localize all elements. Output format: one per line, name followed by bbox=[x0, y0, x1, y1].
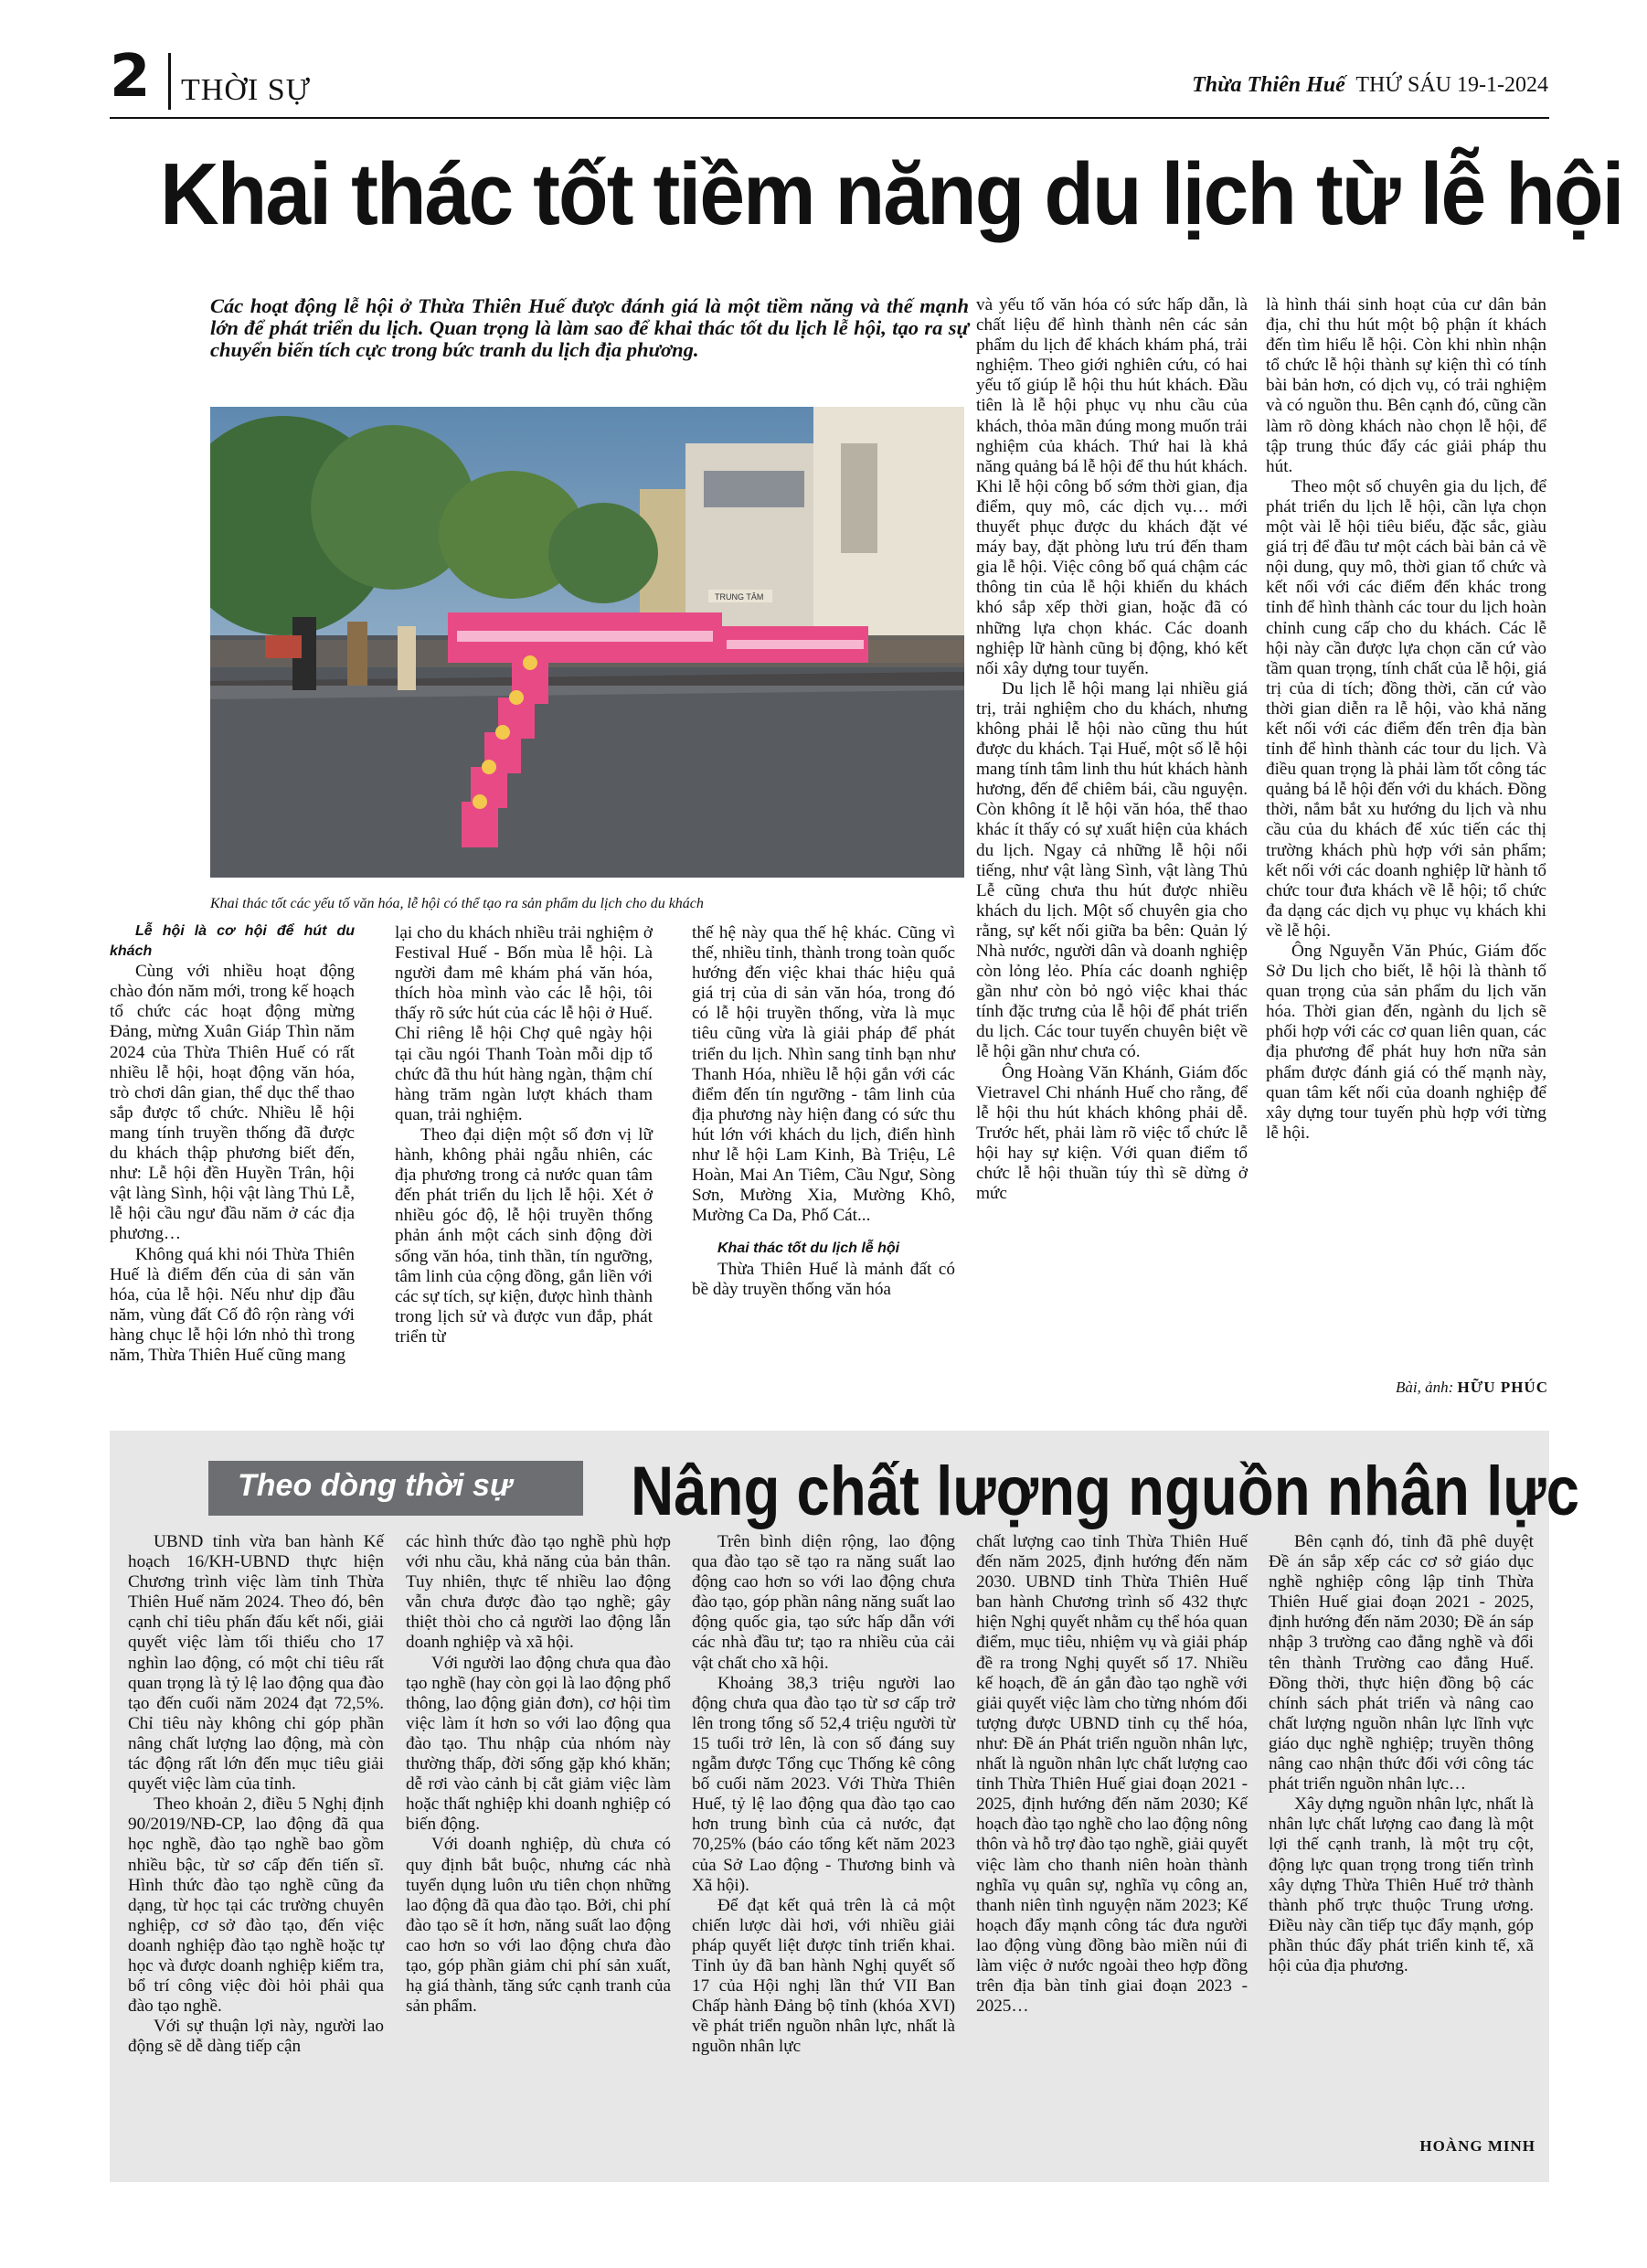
photo-caption: Khai thác tốt các yếu tố văn hóa, lễ hội có thể tạo ra sản phẩm du lịch cho du khách bbox=[210, 896, 704, 911]
paragraph: Xây dựng nguồn nhân lực, nhất là nhân lực chất lượng cao đang là một lợi thế cạnh tranh, là một trụ cột, động lực quan trọng trong tiến trình xây dựng Thừa Thiên Huế trở thành thành phố trực thuộc Trung ương. Điều này cần tiếp tục đẩy mạnh, góp phần thúc đẩy phát triển kinh tế, xã hội của địa phương. bbox=[1269, 1794, 1534, 1975]
paragraph: các hình thức đào tạo nghề phù hợp với nhu cầu, khả năng của bản thân. Tuy nhiên, thực tế nhiều lao động vẫn chưa được đào tạo nghề; gây thiệt thòi cho cả người lao động lẫn doanh nghiệp và xã hội. bbox=[406, 1532, 671, 1653]
paragraph: Với người lao động chưa qua đào tạo nghề (hay còn gọi là lao động phổ thông, lao động giản đơn), cơ hội tìm việc làm ít hơn so với lao động qua đào tạo. Thu nhập của nhóm này thường thấp, đời sống gặp khó khăn; dễ rơi vào cảnh bị cắt giảm việc làm hoặc thất nghiệp khi doanh nghiệp có biến động. bbox=[406, 1653, 671, 1835]
article1-column-1 bbox=[110, 921, 355, 1366]
paragraph: Du lịch lễ hội mang lại nhiều giá trị, trải nghiệm cho du khách, nhưng không phải lễ hội nào cũng thu hút được du khách. Tại Huế, một số lễ hội mang tính tâm linh thu hút khách hành hương, đến để chiêm bái, cầu nguyện. Còn không ít lễ hội văn hóa, thể thao khác ít thấy có sự xuất hiện của khách du lịch. Ngay cả những lễ hội nổi tiếng, như vật làng Sình, vật làng Thủ Lễ cũng chưa thu hút được nhiều khách du lịch. Một số chuyên gia cho rằng, sự kết nối giữa ba bên: Quản lý Nhà nước, người dân và doanh nghiệp còn lỏng lẻo. Phía các doanh nghiệp gần như còn bỏ ngỏ việc khai thác tính đặc trưng của lễ hội để phát triển du lịch. Các tour tuyến chuyên biệt về lễ hội gần như chưa có. bbox=[976, 678, 1248, 1062]
shop-sign-text: TRUNG TÂM bbox=[715, 592, 764, 602]
header-rule bbox=[110, 117, 1549, 119]
paragraph: và yếu tố văn hóa có sức hấp dẫn, là chất liệu để hình thành nên các sản phẩm du lịch để khách khám phá, trải nghiệm. Theo giới nghiên cứu, có hai yếu tố giúp lễ hội thu hút khách. Đầu tiên là lễ hội phục vụ nhu cầu của khách, thỏa mãn đúng mong muốn trải nghiệm của khách. Thứ hai là khả năng quảng bá lễ hội để thu hút khách. Khi lễ hội công bố sớm thời gian, địa điểm, quy mô, các dịch vụ… mới thuyết phục được du khách đặt vé máy bay, đặt phòng lưu trú đến tham gia lễ hội. Việc công bố quá chậm các thông tin của lễ hội khiến du khách khó sắp xếp thời gian, hoặc đã có những lựa chọn khác. Các doanh nghiệp lữ hành cũng bị động, khó kết nối xây dựng tour tuyến. bbox=[976, 295, 1248, 678]
paragraph: Ông Nguyễn Văn Phúc, Giám đốc Sở Du lịch cho biết, lễ hội là thành tố quan trọng của sản phẩm du lịch văn hóa. Thời gian đến, ngành du lịch sẽ phối hợp với các cơ quan liên quan, các địa phương để phát huy hơn nữa sản phẩm được đánh giá có thế mạnh này, quan tâm kết nối của doanh nghiệp để xây dựng tour tuyến phù hợp với từng lễ hội. bbox=[1266, 942, 1546, 1143]
festival-photo bbox=[210, 407, 964, 878]
paragraph: UBND tỉnh vừa ban hành Kế hoạch 16/KH-UBND thực hiện Chương trình việc làm tỉnh Thừa Thiên Huế năm 2024. Theo đó, bên cạnh chỉ tiêu phấn đấu kết nối, giải quyết việc làm tối thiểu cho 17 nghìn lao động, có một chỉ tiêu rất quan trọng là tỷ lệ lao động qua đào tạo đến cuối năm 2024 đạt 72,5%. Chỉ tiêu này không chỉ góp phần nâng chất lượng lao động, mà còn tác động rất lớn đến mục tiêu giải quyết việc làm của tỉnh. bbox=[128, 1532, 384, 1794]
article-headline: Khai thác tốt tiềm năng du lịch từ lễ hội bbox=[160, 145, 1623, 243]
article1-column-3 bbox=[692, 923, 955, 1300]
paragraph: Thừa Thiên Huế là mảnh đất có bề dày truyền thống văn hóa bbox=[692, 1259, 955, 1299]
paragraph: là hình thái sinh hoạt của cư dân bản địa, chỉ thu hút một bộ phận ít khách đến tìm hiểu lễ hội. Còn khi nhìn nhận tổ chức lễ hội thành sự kiện thì có tính bài bản hơn, có dịch vụ, có trải nghiệm và có nguồn thu. Bên cạnh đó, cũng cần làm rõ dòng khách nào chọn lễ hội, để tập trung thúc đẩy các giải pháp thu hút. bbox=[1266, 295, 1546, 476]
article2-column-4 bbox=[976, 1532, 1248, 2017]
paragraph: Trên bình diện rộng, lao động qua đào tạo sẽ tạo ra năng suất lao động cao hơn so với lao động chưa đào tạo, góp phần nâng năng suất lao động quốc gia, tạo sức hấp dẫn với các nhà đầu tư; tạo ra nhiều của cải vật chất cho xã hội. bbox=[692, 1532, 955, 1673]
subheading-1: Lễ hội là cơ hội để hút du khách bbox=[110, 923, 355, 960]
issue-date: THỨ SÁU 19-1-2024 bbox=[1355, 73, 1548, 97]
paragraph: Theo đại diện một số đơn vị lữ hành, không phải ngẫu nhiên, các địa phương trong cả nước quan tâm đến phát triển du lịch lễ hội. Xét ở nhiều góc độ, lễ hội truyền thống phản ánh một cách sinh động đời sống văn hóa, tinh thần, tín ngưỡng, tâm linh của cộng đồng, gắn liền với các sự tích, sự kiện, được hình thành trong lịch sử và được vun đắp, phát triển từ bbox=[395, 1124, 653, 1347]
article1-column-2 bbox=[395, 923, 653, 1347]
article1-byline bbox=[1396, 1379, 1548, 1397]
article-lead: Các hoạt động lễ hội ở Thừa Thiên Huế được đánh giá là một tiềm năng và thế mạnh lớn để phát triển du lịch. Quan trọng là làm sao để khai thác tốt du lịch lễ hội, tạo ra sự chuyển biến tích cực trong bức tranh du lịch địa phương. bbox=[210, 294, 969, 361]
paragraph: thế hệ này qua thế hệ khác. Cũng vì thế, nhiều tỉnh, thành trong toàn quốc hướng đến việc khai thác hiệu quả giá trị của di sản văn hóa, trong đó có lễ hội truyền thống, vừa là mục tiêu cũng vừa là giải pháp để phát triển du lịch. Nhìn sang tỉnh bạn như Thanh Hóa, nhiều lễ hội gắn với các điểm đến tín ngưỡng - tâm linh của địa phương này hiện đang có sức thu hút lớn với khách du lịch, điển hình như lễ hội Lam Kinh, Bà Triệu, Lê Hoàn, Mai An Tiêm, Cầu Ngư, Sòng Sơn, Mường Xia, Mường Khô, Mường Ca Da, Phố Cát... bbox=[692, 923, 955, 1226]
article2-column-5 bbox=[1269, 1532, 1534, 1976]
article2-column-3 bbox=[692, 1532, 955, 2057]
byline-prefix: Bài, ảnh: bbox=[1396, 1379, 1454, 1396]
article2-column-1 bbox=[128, 1532, 384, 2057]
paragraph: lại cho du khách nhiều trải nghiệm ở Festival Huế - Bốn mùa lễ hội. Là người đam mê khám phá văn hóa, thích hòa mình vào các lễ hội, tôi thấy rõ sức hút của các lễ hội ở Huế. Chỉ riêng lễ hội Chợ quê ngày hội tại cầu ngói Thanh Toàn mỗi dịp tổ chức đã thu hút hàng ngàn, thậm chí hàng trăm ngàn lượt khách tham quan, trải nghiệm. bbox=[395, 923, 653, 1124]
paragraph: Không quá khi nói Thừa Thiên Huế là điểm đến của di sản văn hóa, của lễ hội. Nếu như dịp đầu năm, vùng đất Cố đô rộn ràng với hàng chục lễ hội lớn nhỏ thì trong năm, Thừa Thiên Huế cũng mang bbox=[110, 1244, 355, 1365]
rubric-label: Theo dòng thời sự bbox=[238, 1468, 513, 1503]
paragraph: chất lượng cao tỉnh Thừa Thiên Huế đến năm 2025, định hướng đến năm 2030. UBND tỉnh Thừa Thiên Huế ban hành Chương trình số 432 thực hiện Nghị quyết nhằm cụ thể hóa quan điểm, mục tiêu, nhiệm vụ và giải pháp đề ra trong Nghị quyết số 17. Nhiều kế hoạch, đề án gắn đào tạo nghề với giải quyết việc làm cho từng nhóm đối tượng được UBND tỉnh cụ thể hóa, như: Đề án Phát triển nguồn nhân lực, nhất là nguồn nhân lực chất lượng cao tỉnh Thừa Thiên Huế giai đoạn 2021 - 2025, định hướng đến năm 2030; Kế hoạch đào tạo nghề cho lao động nông thôn và hỗ trợ đào tạo nghề, giải quyết việc làm cho thanh niên hoàn thành nghĩa vụ quân sự, nghĩa vụ công an, thanh niên tình nguyện năm 2023; Kế hoạch đẩy mạnh công tác đưa người lao động vùng đồng bào miền núi đi làm việc ở nước ngoài theo hợp đồng trên địa bàn tỉnh giai đoạn 2023 - 2025… bbox=[976, 1532, 1248, 2017]
festival-photo-illustration bbox=[210, 407, 964, 878]
paper-name: Thừa Thiên Huế bbox=[1192, 73, 1345, 97]
paragraph: Để đạt kết quả trên là cả một chiến lược dài hơi, với nhiều giải pháp quyết liệt được tỉnh triển khai. Tỉnh ủy đã ban hành Nghị quyết số 17 của Hội nghị lần thứ VII Ban Chấp hành Đảng bộ tỉnh (khóa XVI) về phát triển nguồn nhân lực, nhất là nguồn nhân lực bbox=[692, 1895, 955, 2057]
article1-column-5 bbox=[1266, 295, 1546, 1144]
article2-headline: Nâng chất lượng nguồn nhân lực bbox=[631, 1453, 1579, 1530]
page-number: 2 bbox=[110, 43, 151, 111]
paragraph: Cùng với nhiều hoạt động chào đón năm mới, trong kế hoạch tổ chức các hoạt động mừng Đảng, mừng Xuân Giáp Thìn năm 2024 của Thừa Thiên Huế có rất nhiều lễ hội, hoạt động văn hóa, trò chơi dân gian, thể dục thể thao sắp được tổ chức. Nhiều lễ hội mang tính truyền thống đã được du khách thập phương biết đến, như: Lễ hội đền Huyền Trân, hội vật làng Sình, hội vật làng Thủ Lễ, lễ hội cầu ngư đầu năm ở các địa phương… bbox=[110, 962, 355, 1244]
section-title: THỜI SỰ bbox=[181, 73, 311, 107]
header-divider bbox=[168, 53, 171, 110]
byline-author: HỮU PHÚC bbox=[1457, 1379, 1548, 1396]
article2-column-2 bbox=[406, 1532, 671, 2017]
article1-column-4 bbox=[976, 295, 1248, 1204]
paragraph: Theo khoản 2, điều 5 Nghị định 90/2019/NĐ-CP, lao động đã qua học nghề, đào tạo nghề bao gồm nhiều bậc, từ sơ cấp đến tiến sĩ. Hình thức đào tạo nghề cũng đa dạng, từ học tại các trường chuyên nghiệp, cơ sở đào tạo, đến việc doanh nghiệp đào tạo nghề hoặc tự học và được doanh nghiệp kiểm tra, bổ trí công việc đòi hỏi phải qua đào tạo nghề. bbox=[128, 1794, 384, 2017]
paragraph: Với sự thuận lợi này, người lao động sẽ dễ dàng tiếp cận bbox=[128, 2017, 384, 2057]
paragraph: Theo một số chuyên gia du lịch, để phát triển du lịch lễ hội, cần lựa chọn một vài lễ hội tiêu biểu, đặc sắc, giàu giá trị để đầu tư một cách bài bản cả về nội dung, quy mô, thời gian tổ chức và kết nối với các điểm đến khác trong tỉnh để hình thành các tour du lịch hoàn chỉnh cung cấp cho du khách. Các lễ hội này cần được lựa chọn căn cứ vào tầm quan trọng, tính chất của lễ hội, giá trị của di tích; đồng thời, căn cứ vào thời gian diễn ra lễ hội, vào khả năng kết nối với các điểm đến trên địa bàn tỉnh để hình thành các tour du lịch. Và điều quan trọng là phải làm tốt công tác quảng bá lễ hội đến với du khách. Đồng thời, nắm bắt xu hướng du lịch và nhu cầu của du khách để xúc tiến các thị trường khách phù hợp với sản phẩm; kết nối với các doanh nghiệp lữ hành tổ chức tour đưa khách về lễ hội; tổ chức đa dạng các dịch vụ phục vụ khách khi về lễ hội. bbox=[1266, 476, 1546, 941]
article2-byline: HOÀNG MINH bbox=[1419, 2137, 1535, 2155]
paragraph: Bên cạnh đó, tỉnh đã phê duyệt Đề án sắp xếp các cơ sở giáo dục nghề nghiệp công lập tỉnh Thừa Thiên Huế giai đoạn 2021 - 2025, định hướng đến năm 2030; Đề án sáp nhập 3 trường cao đẳng nghề và đổi tên thành Trường cao đẳng Huế. Đồng thời, thực hiện đồng bộ các chính sách phát triển và nâng cao chất lượng nguồn nhân lực lĩnh vực giáo dục nghề nghiệp; truyền thông nâng cao nhận thức đối với công tác phát triển nguồn nhân lực… bbox=[1269, 1532, 1534, 1794]
paragraph: Khoảng 38,3 triệu người lao động chưa qua đào tạo từ sơ cấp trở lên trong tổng số 52,4 triệu người từ 15 tuổi trở lên, là con số đáng suy ngẫm được Tổng cục Thống kê công bố cuối năm 2023. Với Thừa Thiên Huế, tỷ lệ lao động qua đào tạo cao hơn trung bình của cả nước, đạt 70,25% (báo cáo tổng kết năm 2023 của Sở Lao động - Thương binh và Xã hội). bbox=[692, 1673, 955, 1895]
subheading-2: Khai thác tốt du lịch lễ hội bbox=[717, 1240, 900, 1257]
paragraph: Ông Hoàng Văn Khánh, Giám đốc Vietravel Chi nhánh Huế cho rằng, để lễ hội thu hút khách không phải dễ. Trước hết, phải làm rõ việc tổ chức lễ hội hay sự kiện. Với quan điểm tổ chức lễ hội thuần túy thì sẽ dừng ở mức bbox=[976, 1062, 1248, 1204]
paragraph: Với doanh nghiệp, dù chưa có quy định bắt buộc, nhưng các nhà tuyển dụng luôn ưu tiên chọn những lao động đã qua đào tạo. Bởi, chi phí đào tạo sẽ ít hơn, năng suất lao động cao hơn so với lao động chưa đào tạo, góp phần giảm chi phí sản xuất, hạ giá thành, tăng sức cạnh tranh của sản phẩm. bbox=[406, 1835, 671, 2017]
paper-date-line bbox=[1192, 73, 1548, 98]
